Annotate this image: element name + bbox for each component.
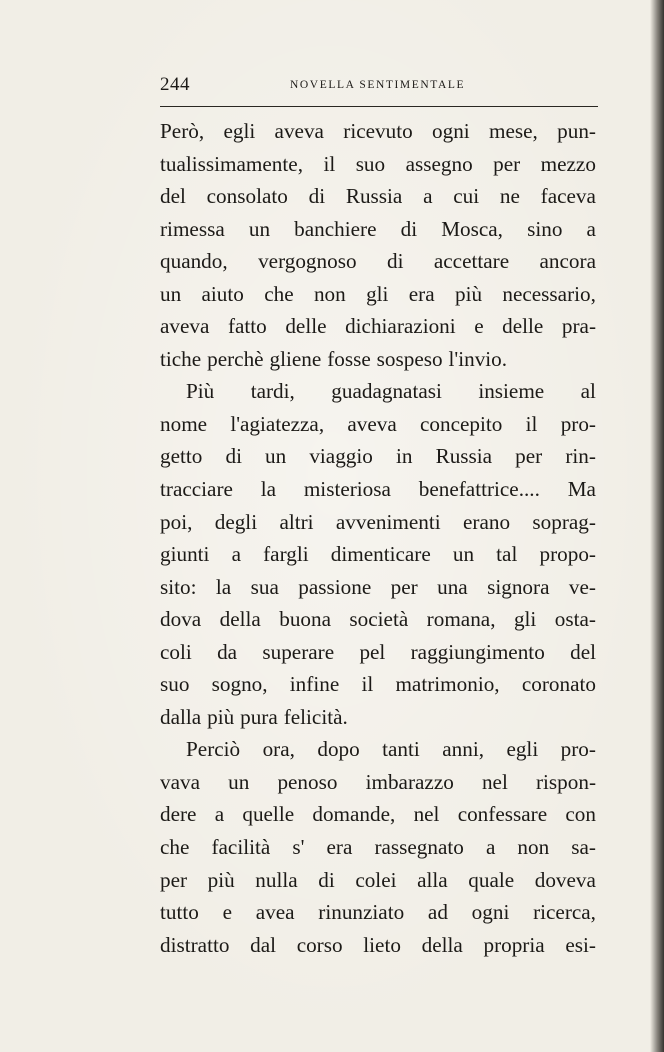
text-line: sito: la sua passione per una signora ve- [160, 574, 596, 599]
text-line: tiche perchè gliene fosse sospeso l'invio. [160, 346, 508, 371]
text-line: che facilità s' era rassegnato a non sa- [160, 835, 596, 860]
text-line: coli da superare pel raggiungimento del [160, 639, 596, 664]
text-line: Però, egli aveva ricevuto ogni mese, pun- [160, 119, 596, 143]
text-line: vava un penoso imbarazzo nel rispon- [160, 769, 596, 794]
text-line: nome l'agiatezza, aveva concepito il pro- [160, 411, 596, 436]
text-line: Più tardi, guadagnatasi insieme al [186, 379, 596, 404]
header-rule [160, 106, 598, 107]
text-line: dere a quelle domande, nel confessare con [160, 802, 596, 827]
text-line: giunti a fargli dimenticare un tal propo- [160, 542, 596, 567]
page-header [160, 74, 596, 100]
body-text [160, 115, 596, 961]
text-line: aveva fatto delle dichiarazioni e delle pra- [160, 314, 596, 339]
running-head: NOVELLA SENTIMENTALE [290, 79, 466, 91]
text-line: per più nulla di colei alla quale doveva [160, 867, 596, 892]
text-line: distratto dal corso lieto della propria esi- [160, 932, 596, 957]
text-line: getto di un viaggio in Russia per rin- [160, 444, 596, 469]
text-line: tualissimamente, il suo assegno per mezzo [160, 151, 596, 176]
text-line: dova della buona società romana, gli osta- [160, 607, 596, 632]
page-number: 244 [160, 74, 190, 95]
text-line: del consolato di Russia a cui ne faceva [160, 184, 596, 209]
text-line: tutto e avea rinunziato ad ogni ricerca, [160, 900, 596, 925]
text-line: quando, vergognoso di accettare ancora [160, 249, 596, 274]
text-line: suo sogno, infine il matrimonio, coronato [160, 672, 596, 697]
text-line: poi, degli altri avvenimenti erano soprag- [160, 509, 596, 534]
text-line: rimessa un banchiere di Mosca, sino a [160, 216, 596, 241]
text-line: tracciare la misteriosa benefattrice.... Ma [160, 477, 596, 502]
page-edge-shadow [650, 0, 664, 1052]
text-line: Perciò ora, dopo tanti anni, egli pro- [186, 737, 596, 762]
text-line: dalla più pura felicità. [160, 704, 348, 729]
text-line: un aiuto che non gli era più necessario, [160, 281, 596, 306]
